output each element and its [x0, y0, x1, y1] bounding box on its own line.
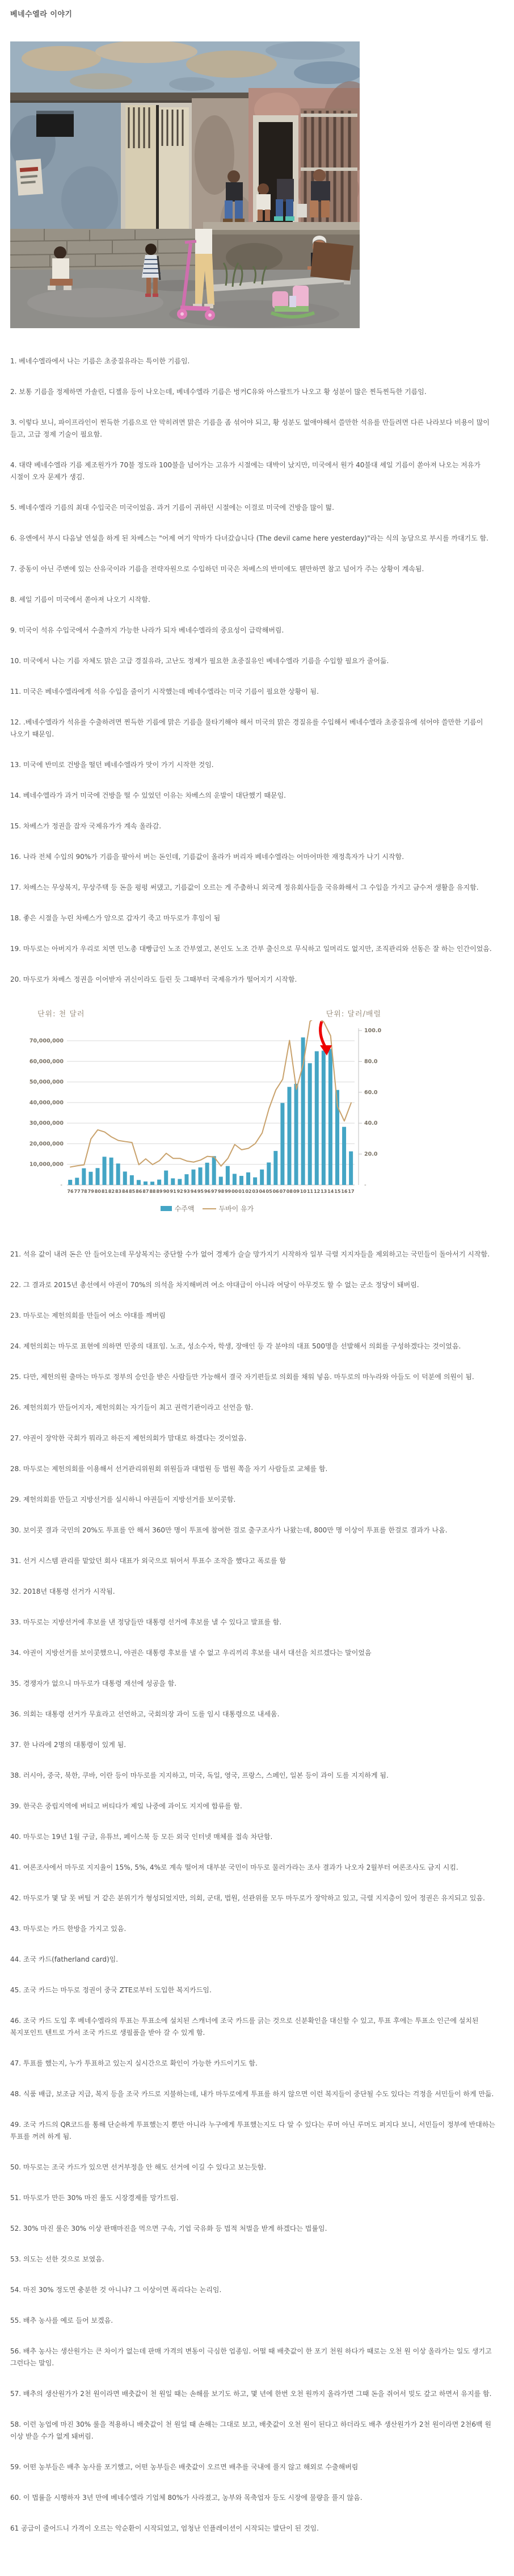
list-item: 3. 이렇다 보니, 파이프라인이 찐득한 기름으로 안 막히려면 맑은 기름을 좀 섞어야 되고, 황 성분도 없애야해서 쓸만한 석유를 만들려면 다른 나라보다 비용이 많이 들고, 고급 정제 기술이 필요함. — [10, 418, 490, 438]
list-item: 13. 미국에 반미로 건방을 떨던 베네수엘라가 맛이 가기 시작한 것임. — [10, 761, 214, 769]
list-item: 53. 의도는 선한 것으로 보였음. — [10, 2255, 104, 2263]
svg-text:60.0: 60.0 — [364, 1089, 378, 1096]
svg-text:100.0: 100.0 — [364, 1028, 382, 1034]
list-item: 36. 의회는 대통령 선거가 무효라고 선언하고, 국회의장 과이 도를 임시 대통령으로 내세움. — [10, 1710, 280, 1718]
svg-text:12: 12 — [314, 1189, 321, 1194]
svg-text:86: 86 — [136, 1189, 142, 1194]
chart-legend — [23, 1204, 391, 1213]
list-item: 43. 마두로는 카드 한방을 가지고 있음. — [10, 1925, 127, 1933]
list-item: 32. 2018년 대통령 선거가 시작됨. — [10, 1588, 115, 1595]
page-title: 베네수엘라 이야기 — [10, 10, 73, 19]
list-item: 10. 미국에서 나는 기름 자체도 맑은 고급 경질유라, 고난도 정제가 필요한 초중질유인 베네수엘라 기름을 수입할 필요가 줄어듦. — [10, 657, 389, 665]
svg-text:07: 07 — [279, 1189, 286, 1194]
list-item: 45. 조국 카드는 마두로 정권이 중국 ZTE로부터 도입한 복지카드임. — [10, 1986, 212, 1994]
svg-text:87: 87 — [142, 1189, 149, 1194]
list-item: 15. 차베스가 정권을 잡자 국제유가가 계속 올라감. — [10, 822, 162, 830]
list-item: 61 공급이 줄어드니 가격이 오르는 악순환이 시작되었고, 엄청난 인플레이션이 시작되는 발단이 된 것임. — [10, 2524, 319, 2532]
item-list-top — [10, 355, 503, 986]
svg-text:93: 93 — [183, 1189, 190, 1194]
list-item: 25. 다만, 제헌의원 출마는 마두로 정부의 승인을 받은 사람들만 가능해서 결국 자기편들로 의회를 채워 넣음. 마두로의 마누라와 아들도 이 덕분에 의원이 됨. — [10, 1373, 474, 1381]
list-item: 54. 마진 30% 정도면 충분한 것 아니냐? 그 이상이면 폭리다는 논리임. — [10, 2286, 222, 2294]
svg-text:04: 04 — [259, 1189, 266, 1194]
svg-text:91: 91 — [170, 1189, 176, 1194]
svg-text:95: 95 — [197, 1189, 204, 1194]
svg-text:80.0: 80.0 — [364, 1058, 378, 1065]
list-item: 16. 나라 전체 수입의 90%가 기름을 팔아서 버는 돈인데, 기름값이 올라가 버리자 베네수엘라는 어마어마한 재정흑자가 나기 시작함. — [10, 853, 405, 861]
list-item: 5. 베네수엘라 기름의 최대 수입국은 미국이었음. 과거 기름이 귀하던 시절에는 이걸로 미국에 건방을 많이 떪. — [10, 504, 334, 512]
list-item: 40. 마두로는 19년 1월 구글, 유튜브, 페이스북 등 모든 외국 인터넷 매체를 접속 차단함. — [10, 1833, 273, 1841]
svg-text:98: 98 — [218, 1189, 225, 1194]
bar-series-swatch — [161, 1206, 172, 1211]
chart-orders-vs-dubai-oil-price — [23, 1004, 391, 1221]
list-item: 56. 배추 농사는 생산원가는 큰 차이가 없는데 판매 가격의 변동이 극심한 업종임. 어떨 때 배춧값이 한 포기 천원 하다가 때로는 오천 원 이상 올라가는 일도 생기고 그런다는 말임. — [10, 2347, 492, 2367]
list-item: 7. 중동이 아닌 주변에 있는 산유국이라 기름을 전략자원으로 수입하던 미국은 차베스의 반미에도 웬만하면 참고 넘어가 주는 상황이 계속됨. — [10, 565, 424, 573]
list-item: 9. 미국이 석유 수입국에서 수출까지 가능한 나라가 되자 베네수엘라의 중요성이 급락해버림. — [10, 626, 284, 634]
list-item: 42. 마두로가 몇 달 못 버틸 거 같은 분위기가 형성되었지만, 의회, 군대, 법원, 선관위를 모두 마두로가 장악하고 있고, 극렬 지지층이 있어 정권은 유지되고 있음. — [10, 1894, 485, 1902]
list-item: 22. 그 결과로 2015년 총선에서 야권이 70%의 의석을 차지해버려 여소 야대급이 아니라 여당이 아무것도 할 수 없는 군소 정당이 돼버림. — [10, 1281, 419, 1289]
list-item: 34. 야권이 지방선거를 보이콧했으니, 야권은 대통령 후보를 낼 수 없고 우리끼리 후보를 내서 대선을 치르겠다는 말이었음 — [10, 1649, 372, 1657]
list-item: 4. 대략 베네수엘라 기름 제조원가가 70불 정도라 100불을 넘어가는 고유가 시절에는 대박이 났지만, 미국에서 원가 40불대 셰일 기름이 쏟아져 나오는 저유가 시절이 오자 문제가 생김. — [10, 461, 481, 481]
item-list-bottom — [10, 1249, 503, 2535]
list-item: 17. 차베스는 무상복지, 무상주택 등 돈을 펑펑 써댔고, 기름값이 오르는 게 주춤하니 외국계 정유회사들을 국유화해서 그 수입을 가지고 금수저 생활을 유지함. — [10, 883, 479, 891]
svg-text:97: 97 — [210, 1189, 218, 1194]
svg-text:08: 08 — [286, 1189, 293, 1194]
list-item: 28. 마두로는 제헌의회를 이용해서 선거관리위원회 위원들과 대법원 등 법원 쪽을 자기 사람들로 교체를 함. — [10, 1465, 328, 1473]
list-item: 35. 경쟁자가 없으니 마두로가 대통령 재선에 성공을 함. — [10, 1679, 177, 1687]
list-item: 57. 배추의 생산원가가 2천 원이라면 배춧값이 천 원일 때는 손해를 보기도 하고, 몇 년에 한번 오천 원까지 올라가면 그때 돈을 쥐어서 빚도 갚고 하면서 유지를 함. — [10, 2390, 492, 2398]
svg-text:16: 16 — [341, 1189, 348, 1194]
svg-text:02: 02 — [245, 1189, 252, 1194]
svg-text:60,000,000: 60,000,000 — [29, 1058, 64, 1065]
list-item: 47. 투표를 했는지, 누가 투표하고 있는지 실시간으로 확인이 가능한 카드이기도 함. — [10, 2059, 258, 2067]
list-item: 30. 보이콧 결과 국민의 20%도 투표를 안 해서 360만 명이 투표에 참여한 걸로 출구조사가 나왔는데, 800만 명 이상이 투표를 한걸로 결과가 나옴. — [10, 1526, 448, 1534]
chart-right-axis-unit-label: 단위: 달러/배럴 — [326, 1010, 381, 1019]
chart-left-axis-unit-label: 단위: 천 달러 — [37, 1010, 85, 1019]
list-item: 51. 마두로가 만든 30% 마진 룰도 시장경제를 망가트림. — [10, 2194, 179, 2202]
svg-text:13: 13 — [321, 1189, 327, 1194]
svg-text:40.0: 40.0 — [364, 1120, 378, 1127]
svg-text:76: 76 — [67, 1189, 74, 1194]
list-item: 59. 어떤 농부들은 배추 농사를 포기했고, 어떤 농부들은 배춧값이 오르면 배추를 국내에 풀지 않고 해외로 수출해버림 — [10, 2463, 359, 2471]
svg-text:79: 79 — [87, 1189, 94, 1194]
svg-text:10,000,000: 10,000,000 — [29, 1161, 64, 1168]
svg-text:05: 05 — [266, 1189, 272, 1194]
list-item: 60. 이 법률을 시행하자 3년 만에 베네수엘라 기업체 80%가 사라졌고, 농부와 목축업자 등도 시장에 물량을 풀지 않음. — [10, 2494, 363, 2502]
list-item: 11. 미국은 베네수엘라에게 석유 수입을 줄이기 시작했는데 베네수엘라는 미국 기름이 필요한 상황이 됨. — [10, 688, 319, 696]
svg-text:85: 85 — [129, 1189, 136, 1194]
svg-text:10: 10 — [300, 1189, 307, 1194]
svg-text:84: 84 — [122, 1189, 129, 1194]
bar-series-label: 수주액 — [174, 1205, 195, 1213]
svg-text:83: 83 — [115, 1189, 122, 1194]
list-item: 8. 셰일 기름이 미국에서 쏟아져 나오기 시작함. — [10, 596, 150, 604]
svg-text:03: 03 — [252, 1189, 259, 1194]
list-item: 52. 30% 마진 룰은 30% 이상 판매마진을 먹으면 구속, 기업 국유화 등 법적 처벌을 받게 하겠다는 법률임. — [10, 2225, 327, 2232]
bar-line-chart-canvas — [23, 1020, 391, 1197]
list-item: 31. 선거 시스템 관리를 맡았던 회사 대표가 외국으로 튀어서 투표수 조작을 했다고 폭로를 함 — [10, 1557, 286, 1565]
list-item: 26. 제헌의회가 만들어지자, 제헌의회는 자기들이 최고 권력기관이라고 선언을 함. — [10, 1404, 254, 1411]
list-item: 1. 베네수엘라에서 나는 기름은 초중질유라는 특이한 기름임. — [10, 357, 190, 365]
list-item: 18. 좋은 시절을 누린 차베스가 암으로 갑자기 죽고 마두로가 후임이 됨 — [10, 914, 221, 922]
list-item: 58. 이런 농업에 마진 30% 룰을 적용하니 배춧값이 천 원일 때 손해는 그대로 보고, 배춧값이 오천 원이 된다고 하더라도 배추 생산원가가 2천 원이라면 2천6백 원 이상 받을 수가 없게 돼버림. — [10, 2420, 491, 2440]
svg-text:70,000,000: 70,000,000 — [29, 1038, 64, 1044]
svg-text:50,000,000: 50,000,000 — [29, 1079, 64, 1086]
list-item: 14. 베네수엘라가 과거 미국에 건방을 떨 수 있었던 이유는 차베스의 운발이 대단했기 때문임. — [10, 791, 286, 799]
line-series-swatch — [203, 1208, 216, 1209]
svg-text:15: 15 — [334, 1189, 341, 1194]
legend-entry-line — [203, 1204, 254, 1213]
list-item: 38. 러시아, 중국, 북한, 쿠바, 이란 등이 마두로를 지지하고, 미국, 독일, 영국, 프랑스, 스페인, 일본 등이 과이 도를 지지하게 됨. — [10, 1771, 389, 1779]
list-item: 29. 제헌의회를 만들고 지방선거를 실시하니 야권들이 지방선거를 보이콧함. — [10, 1496, 236, 1503]
line-series-label: 두바이 유가 — [218, 1205, 254, 1213]
svg-text:92: 92 — [176, 1189, 183, 1194]
svg-text:78: 78 — [81, 1189, 87, 1194]
list-item: 19. 마두로는 아버지가 우리로 치면 민노총 대빵급인 노조 간부였고, 본인도 노조 간부 출신으로 무식하고 일머리도 없지만, 조직관리와 선동은 잘 하는 인간이었음. — [10, 945, 492, 953]
list-item: 44. 조국 카드(fatherland card)임. — [10, 1955, 119, 1963]
svg-text:88: 88 — [149, 1189, 156, 1194]
list-item: 41. 여론조사에서 마두로 지지율이 15%, 5%, 4%로 계속 떨어져 대부분 국민이 마두로 물러가라는 조사 결과가 나오자 2월부터 여론조사도 금지 시킴. — [10, 1863, 458, 1871]
legend-entry-bar — [161, 1204, 195, 1213]
svg-text:82: 82 — [108, 1189, 115, 1194]
svg-text:09: 09 — [293, 1189, 300, 1194]
list-item: 2. 보통 기름을 정제하면 가솔린, 디젤유 등이 나오는데, 베네수엘라 기름은 벙커C유와 아스팔트가 나오고 황 성분이 많은 찐득찐득한 기름임. — [10, 388, 427, 396]
svg-text:96: 96 — [204, 1189, 211, 1194]
svg-text:01: 01 — [238, 1189, 245, 1194]
list-item: 39. 한국은 중립지역에 버티고 버티다가 제일 나중에 과이도 지지에 합류를 함. — [10, 1802, 242, 1810]
list-item: 23. 마두로는 제헌의회를 만들어 여소 야대를 깨버림 — [10, 1312, 166, 1320]
svg-text:90: 90 — [163, 1189, 170, 1194]
list-item: 24. 제헌의회는 마두로 표현에 의하면 민중의 대표임. 노조, 성소수자, 학생, 장애인 등 각 분야의 대표 500명을 선발해서 의회를 구성하겠다는 것이었음. — [10, 1342, 461, 1350]
svg-text:11: 11 — [306, 1189, 314, 1194]
list-item: 20. 마두로가 차베스 정권을 이어받자 귀신이라도 들린 듯 그때부터 국제유가가 떨어지기 시작함. — [10, 975, 297, 983]
svg-text:81: 81 — [101, 1189, 108, 1194]
list-item: 46. 조국 카드 도입 후 베네수엘라의 투표는 투표소에 설치된 스캐너에 조국 카드를 긁는 것으로 신분확인을 대신할 수 있고, 투표 후에는 투표소 인근에 설치된 복지포인트 텐트로 가서 조국 카드로 생필품을 받아 갈 수 있게 함. — [10, 2017, 479, 2037]
svg-text:94: 94 — [190, 1189, 197, 1194]
svg-text:99: 99 — [225, 1189, 231, 1194]
list-item: 48. 식품 배급, 보조금 지급, 복지 등을 조국 카드로 지불하는데, 내가 마두로에게 투표를 하지 않으면 이런 복지들이 중단될 수도 있다는 걱정을 서민들이 하게 만듦. — [10, 2090, 494, 2098]
list-item: 33. 마두로는 지방선거에 후보를 낸 정당들만 대통령 선거에 후보를 낼 수 있다고 발표를 함. — [10, 1618, 282, 1626]
list-item: 49. 조국 카드의 QR코드를 통해 단순하게 투표했는지 뿐만 아니라 누구에게 투표했는지도 다 알 수 있다는 루머 아닌 루머도 퍼지다 보니, 서민들이 정부에 반대하는 투표를 꺼려 하게 됨. — [10, 2121, 495, 2141]
list-item: 6. 유엔에서 부시 다음날 연설을 하게 된 차베스는 "어제 여기 악마가 다녀갔습니다 (The devil came here yesterday)"라는 식의 농담으로 부시를 까대기도 함. — [10, 534, 488, 542]
svg-text:17: 17 — [348, 1189, 355, 1194]
svg-text:06: 06 — [272, 1189, 279, 1194]
svg-text:20.0: 20.0 — [364, 1151, 378, 1158]
street-photo-illustration — [10, 41, 360, 328]
street-photo — [10, 41, 360, 328]
list-item: 27. 야권이 장악한 국회가 뭐라고 하든지 제헌의회가 맘대로 하겠다는 것이었음. — [10, 1434, 247, 1442]
list-item: 37. 한 나라에 2명의 대통령이 있게 됨. — [10, 1741, 127, 1749]
list-item: 21. 석유 값이 내려 돈은 안 들어오는데 무상복지는 중단할 수가 없어 경제가 슬슬 망가지기 시작하자 일부 극렬 지지자들을 제외하고는 국민들이 돌아서기 시작함. — [10, 1250, 490, 1258]
svg-text:00: 00 — [231, 1189, 238, 1194]
svg-text:-: - — [60, 1182, 62, 1188]
svg-text:80: 80 — [94, 1189, 101, 1194]
svg-text:20,000,000: 20,000,000 — [29, 1141, 64, 1147]
svg-text:89: 89 — [156, 1189, 163, 1194]
svg-text:-: - — [364, 1182, 366, 1188]
list-item: 12. .베네수엘라가 석유를 수출하려면 찐득한 기름에 맑은 기름을 물타기해야 해서 미국의 맑은 경질유를 수입해서 베네수엘라 초중질유에 섞어야 쓸만한 기름이 나오기 때문임. — [10, 718, 483, 738]
svg-text:40,000,000: 40,000,000 — [29, 1099, 64, 1106]
list-item: 55. 배추 농사를 예로 들어 보겠음. — [10, 2317, 113, 2324]
list-item: 50. 마두로는 조국 카드가 있으면 선거부정을 안 해도 선거에 이길 수 있다고 보는듯함. — [10, 2163, 267, 2171]
svg-text:77: 77 — [74, 1189, 81, 1194]
svg-text:30,000,000: 30,000,000 — [29, 1120, 64, 1127]
svg-text:14: 14 — [327, 1189, 334, 1194]
